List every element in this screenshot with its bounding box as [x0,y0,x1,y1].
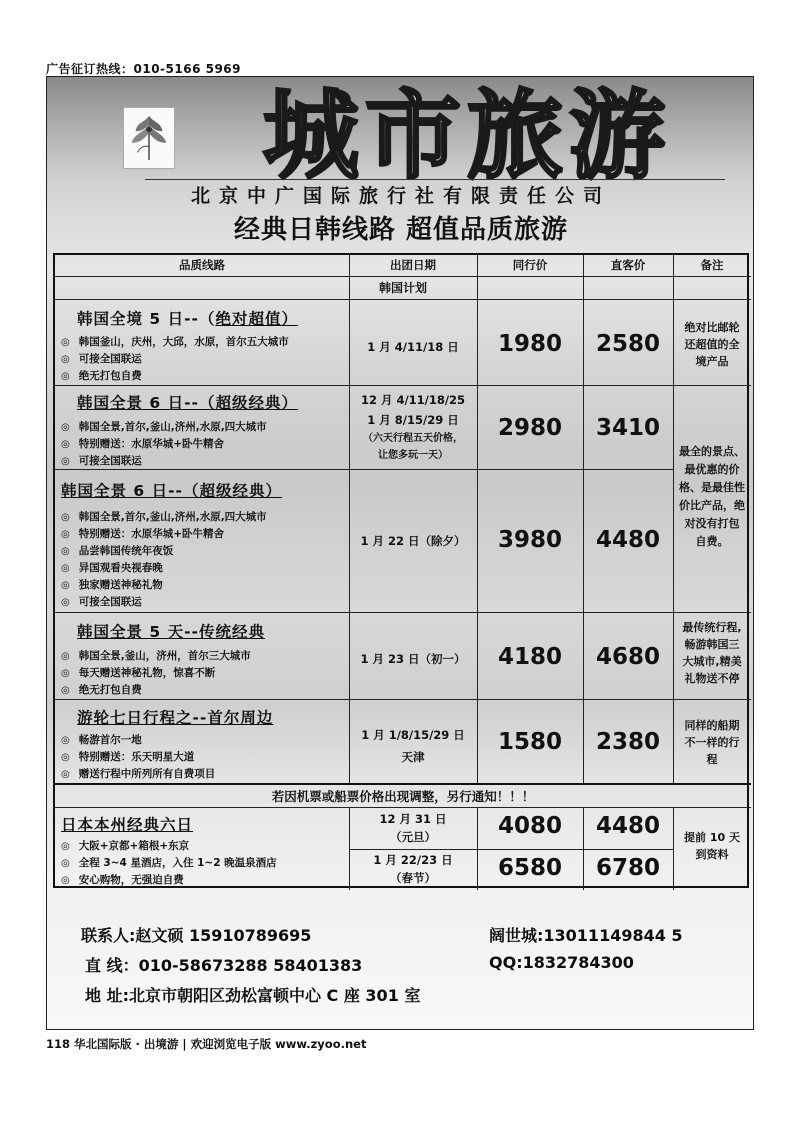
direct-price: 6780 [595,855,660,881]
trade-price: 2980 [497,415,562,441]
column-divider [583,807,584,890]
note-line: 不一样的行 [684,736,740,749]
column-divider [349,807,350,890]
trade-price: 3980 [497,527,562,553]
trade-price: 4080 [497,813,562,839]
route-feature: ◎ 大阪+京都+箱根+东京 [61,838,189,853]
route-feature: ◎ 异国观看央视春晚 [61,560,163,575]
title-rule [145,179,725,180]
date-line: 1 月 8/15/29 日 [367,413,459,427]
note-line: 畅游韩国三 [684,638,740,651]
route-title: 日本本州经典六日 [61,816,194,834]
route-feature: ◎ 全程 3~4 星酒店，入住 1~2 晚温泉酒店 [61,855,277,870]
route-feature: ◎ 可接全国联运 [61,351,142,366]
header-route: 品质线路 [179,258,225,272]
row-divider [55,807,751,808]
note-line: 最传统行程, [682,621,742,634]
row-divider [55,699,751,700]
tour-price-table [53,253,749,888]
route-feature: ◎ 绝无打包自费 [61,368,142,383]
qq-contact: QQ:1832784300 [489,953,634,972]
route-title: 韩国全景 5 天--传统经典 [77,623,265,641]
route-note [673,319,751,370]
page-footer: 118 华北国际版 · 出境游 | 欢迎浏览电子版 www.zyoo.net [46,1037,367,1051]
route-feature: ◎ 独家赠送神秘礼物 [61,577,163,592]
ad-frame [46,76,754,1030]
note-line: 到资料 [695,848,729,861]
row-divider [55,385,751,386]
date-line: 让您多玩一天） [378,450,448,461]
note-line: 自费。 [695,535,729,548]
route-feature: ◎ 特别赠送：水原华城+卧牛精舍 [61,526,224,541]
direct-price: 2380 [595,729,660,755]
direct-price: 4480 [595,813,660,839]
flower-logo-icon [124,108,174,168]
route-feature: ◎ 可接全国联运 [61,594,142,609]
row-divider [55,783,751,785]
trade-price: 1580 [497,729,562,755]
column-divider [477,807,478,890]
note-line: 对没有打包 [684,517,740,530]
route-note [673,717,751,768]
note-line: 绝对比邮轮 [684,321,740,334]
route-feature: ◎ 绝无打包自费 [61,682,142,697]
departure-date [349,390,477,464]
title-text: 城市旅游 [263,83,671,192]
date-line: （春节） [390,871,436,885]
route-note [673,443,751,551]
date-line: 12 月 31 日 [379,812,447,826]
date-line: 天津 [401,750,425,764]
route-feature: ◎ 韩国全景,首尔,釜山,济州,水原,四大城市 [61,419,267,434]
note-line: 程 [706,753,718,766]
kuoshi-contact: 阔世城:13011149844 5 [489,926,683,945]
trade-price: 4180 [497,644,562,670]
route-feature: ◎ 品尝韩国传统年夜饭 [61,543,173,558]
date-line: 1 月 22/23 日 [373,853,453,867]
column-divider [583,255,584,783]
direct-price: 4480 [595,527,660,553]
direct-line: 直 线：010-58673288 58401383 [85,956,363,975]
note-line: 礼物送不停 [684,672,740,685]
direct-price: 4680 [595,644,660,670]
header-trade-price: 同行价 [512,258,548,272]
price-change-notice: 若因机票或船票价格出现调整，另行通知！！！ [271,789,535,804]
departure-date: 1 月 22 日（除夕） [360,534,466,548]
direct-price: 2580 [595,331,660,357]
note-line: 最全的景点、 [679,445,745,458]
header-direct-price: 直客价 [610,258,646,272]
trade-price: 6580 [497,855,562,881]
note-line: 价比产品，绝 [679,499,745,512]
row-divider [349,849,673,850]
note-line: 最优惠的价 [684,463,740,476]
route-title: 韩国全境 5 日--（绝对超值） [77,310,298,328]
korea-band: 韩国计划 [378,281,427,295]
route-feature: ◎ 特别赠送：水原华城+卧牛精舍 [61,436,224,451]
column-divider [673,807,674,890]
row-divider [55,299,751,300]
header-note: 备注 [700,258,724,272]
route-feature: ◎ 特别赠送：乐天明星大道 [61,749,194,764]
route-feature: ◎ 畅游首尔一地 [61,732,142,747]
row-divider [55,612,751,613]
note-line: 境产品 [695,355,729,368]
row-divider [55,469,673,470]
route-feature: ◎ 韩国釜山，庆州，大邱，水原，首尔五大城市 [61,334,289,349]
company-name: 北京中广国际旅行社有限责任公司 [190,185,611,207]
agency-logo [123,107,175,169]
route-title: 韩国全景 6 日--（超级经典） [61,482,282,500]
route-title: 韩国全景 6 日--（超级经典） [77,394,298,412]
direct-price: 3410 [595,415,660,441]
route-feature: ◎ 韩国全景,首尔,釜山,济州,水原,四大城市 [61,509,267,524]
row-divider [55,276,751,277]
header-date: 出团日期 [390,258,436,272]
column-divider [673,255,674,783]
column-divider [477,255,478,783]
column-divider [349,255,350,783]
departure-date: 1 月 4/11/18 日 [367,340,459,354]
slogan: 经典日韩线路 超值品质旅游 [233,215,569,245]
address: 地 址:北京市朝阳区劲松富顿中心 C 座 301 室 [85,986,421,1005]
note-line: 大城市,精美 [682,655,742,668]
departure-date [349,810,477,846]
departure-date [349,851,477,887]
note-line: 同样的船期 [684,719,740,732]
date-line: （六天行程五天价格， [363,433,463,444]
date-line: 1 月 1/8/15/29 日 [361,728,465,742]
route-title: 游轮七日行程之--首尔周边 [77,709,274,727]
contact-person: 联系人:赵文硕 15910789695 [81,926,312,945]
note-line: 提前 10 天 [684,831,740,844]
note-line: 还超值的全 [684,338,740,351]
departure-date [349,724,477,768]
route-note [673,619,751,687]
date-line: 12 月 4/11/18/25 [360,393,466,407]
route-feature: ◎ 韩国全景,釜山，济州，首尔三大城市 [61,648,251,663]
route-feature: ◎ 可接全国联运 [61,453,142,468]
trade-price: 1980 [497,331,562,357]
route-feature: ◎ 赠送行程中所列所有自费项目 [61,766,215,781]
route-feature: ◎ 安心购物，无强迫自费 [61,872,184,887]
route-note [673,829,751,863]
route-feature: ◎ 每天赠送神秘礼物，惊喜不断 [61,665,215,680]
departure-date: 1 月 23 日（初一） [360,652,466,666]
ad-hotline: 广告征订热线：010-5166 5969 [46,62,242,76]
date-line: （元旦） [390,830,436,844]
note-line: 格、是最佳性 [679,481,745,494]
